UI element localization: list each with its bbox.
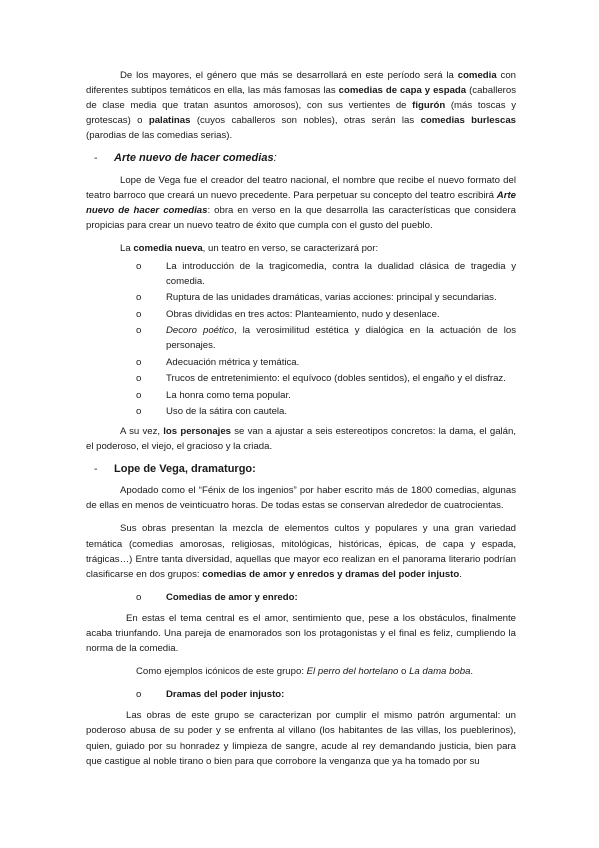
paragraph-personajes: A su vez, los personajes se van a ajustar a seis estereotipos concretos: la dama, el galán, el poderoso, el viejo, el gracioso y la criada.: [86, 425, 517, 453]
heading-title: Arte nuevo de hacer comedias:: [114, 152, 277, 165]
list-item: o Ruptura de las unidades dramáticas, varias acciones: principal y secundarias.: [86, 291, 516, 306]
paragraph-obras: Sus obras presentan la mezcla de elementos cultos y populares y una gran variedad temática (comedias amorosas, religiosas, mitológicas, históricas, épicas, de capa y espada, trágicas…) Entre tanta diversidad, aquellas que mayor eco realizan en el panorama literario podrían clasificarse en dos grupos: comedias de amor y enredos y dramas del poder injusto.: [86, 523, 516, 580]
list-item: o Adecuación métrica y temática.: [86, 356, 516, 371]
bullet-icon: o: [136, 689, 142, 701]
paragraph-ejemplos: Como ejemplos icónicos de este grupo: El perro del hortelano o La dama boba.: [136, 666, 474, 678]
characteristics-list: [86, 260, 516, 420]
section-heading-dramaturgo: [86, 462, 516, 477]
list-item: o Trucos de entretenimiento: el equívoco (dobles sentidos), el engaño y el disfraz.: [86, 372, 516, 387]
list-item: o La honra como tema popular.: [86, 389, 516, 404]
heading-title: Lope de Vega, dramaturgo:: [114, 463, 256, 476]
intro-paragraph: De los mayores, el género que más se desarrollará en este período será la comedia con diferentes subtipos temáticos en ella, las más famosas las comedias de capa y espada (caballeros de clase media que tratan asuntos amorosos), con sus vertientes de figurón (más toscas y grotescas) o palatinas (cuyos caballeros son nobles), otras serán las comedias burlescas (parodias de las comedias serias).: [86, 70, 517, 142]
heading-dash: -: [94, 463, 98, 476]
paragraph-comedia-nueva: La comedia nueva, un teatro en verso, se caracterizará por:: [120, 242, 379, 254]
bullet-icon: o: [136, 308, 142, 320]
paragraph-amor: En estas el tema central es el amor, sentimiento que, pese a los obstáculos, finalmente acaba triunfando. Una pareja de enamorados son los protagonistas y el final es feliz, cumpliendo la norma de la comedia.: [86, 612, 516, 655]
subheading-comedias-amor: o Comedias de amor y enredo:: [86, 590, 516, 605]
heading-dash: -: [94, 152, 98, 165]
bullet-icon: o: [136, 373, 142, 385]
bullet-icon: o: [136, 389, 142, 401]
list-item: o La introducción de la tragicomedia, contra la dualidad clásica de tragedia y comedia.: [136, 261, 516, 287]
bullet-icon: o: [136, 356, 142, 368]
list-item: o Uso de la sátira con cautela.: [86, 405, 516, 420]
paragraph-dramas: Las obras de este grupo se caracterizan por cumplir el mismo patrón argumental: un poderoso abusa de su poder y se enfrenta al villano (los habitantes de las villas, los pueblerinos), quien, guiado por su honradez y limpieza de sangre, acude al rey demandando justicia, bien para que castigue al noble tirano o bien para que corrobore la venganza que ya ha tomado por su: [86, 710, 516, 767]
section-heading-arte-nuevo: [86, 151, 516, 166]
bullet-icon: o: [136, 292, 142, 304]
document-body: [86, 68, 516, 769]
list-item: o Obras divididas en tres actos: Planteamiento, nudo y desenlace.: [86, 308, 516, 323]
bullet-icon: o: [136, 406, 142, 418]
paragraph-lope-creator: Lope de Vega fue el creador del teatro nacional, el nombre que recibe el nuevo formato del teatro barroco que creará un nuevo precedente. Para perpetuar su concepto del teatro escribirá Arte nuevo de hacer comedias: obra en verso en la que desarrolla las características que considera propicias para crear un nuevo teatro de éxito que cumpla con el gusto del pueblo.: [86, 174, 516, 231]
subheading-dramas-poder: o Dramas del poder injusto:: [86, 687, 516, 702]
list-item: o Decoro poético, la verosimilitud estética y dialógica en la actuación de los personajes.: [136, 325, 516, 351]
bullet-icon: o: [136, 325, 142, 337]
bullet-icon: o: [136, 591, 142, 603]
bullet-icon: o: [136, 261, 142, 273]
paragraph-fenix: Apodado como el “Fénix de los ingenios” por haber escrito más de 1800 comedias, algunas de ellas en menos de veinticuatro horas. De todas estas se conservan alrededor de cuatrocientas.: [86, 485, 516, 512]
